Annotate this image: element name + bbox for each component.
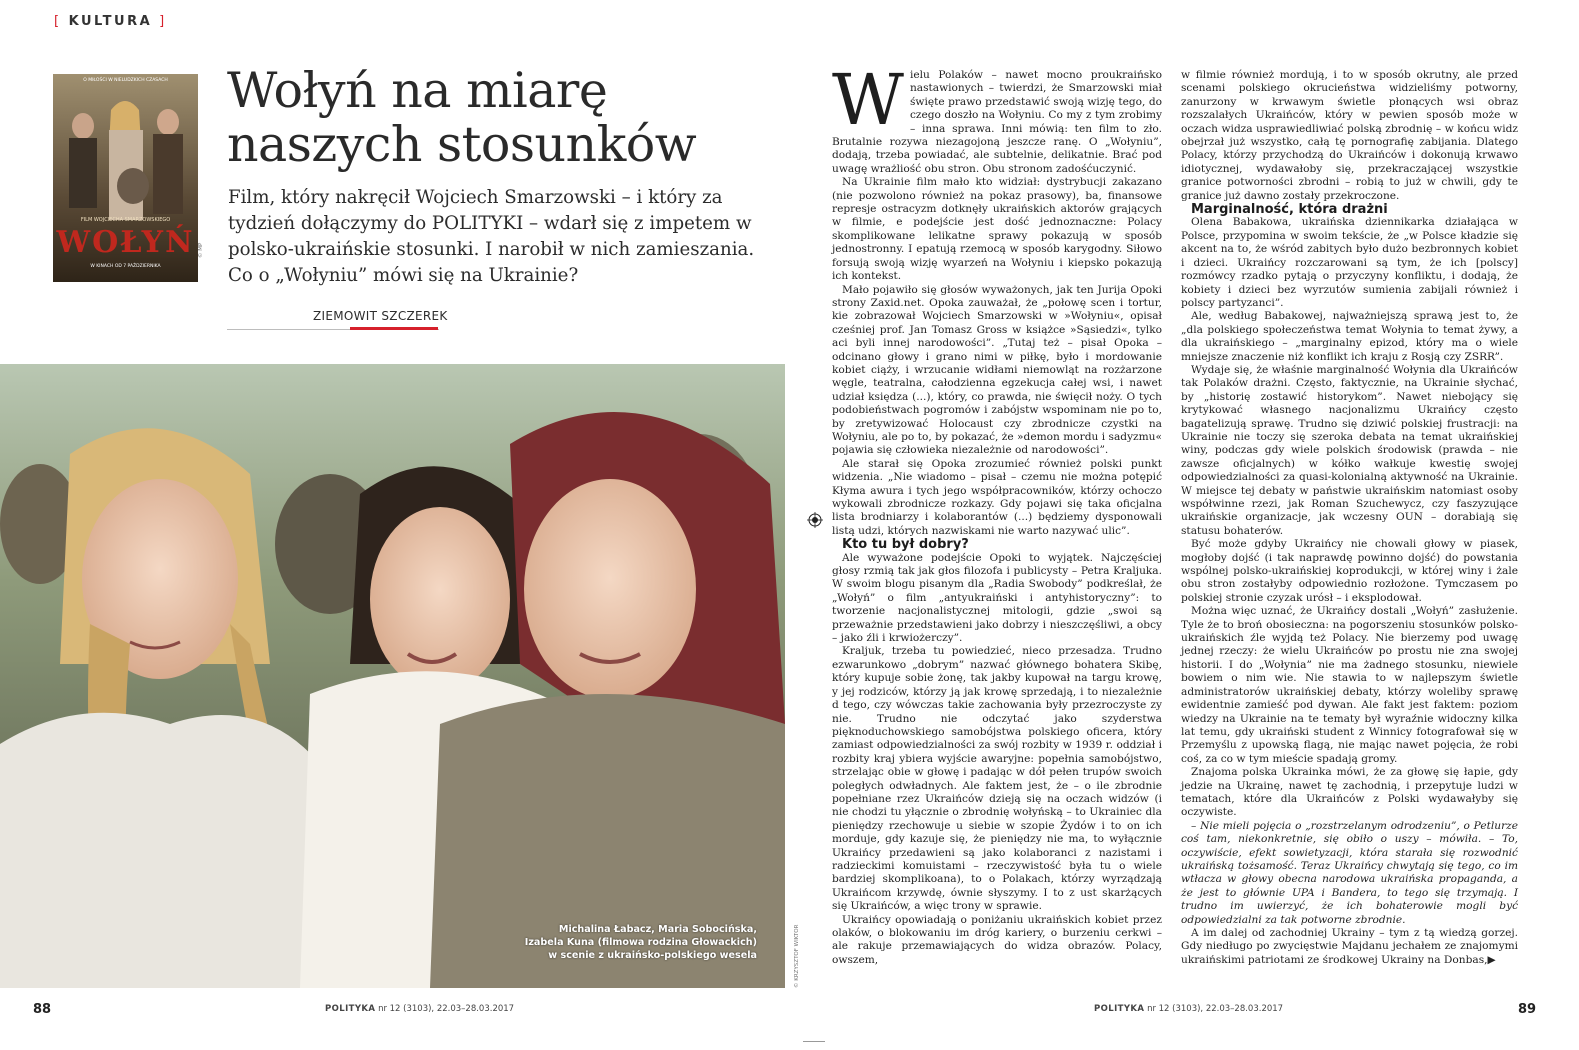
quote-paragraph: – Nie mieli pojęcia o „rozstrzelanym odrodzeniu”, o Petlurze coś tam, niekonkretnie, się obiło o uszy – mówiła. – To, oczywiście, efekt sowietyzacji, która starała się rozwodnić ukraińską tożsamość. Teraz Ukraińcy chwytają się tego, co im wtłacza w głowy obecna narodowa ukraińska propaganda, a że jest to głównie UPA i Bandera, to tego się trzymają. I trudno im uwierzyć, że ich bohaterowie mogli być odpowiedzialni za tak potworne zbrodnie.	[1181, 819, 1518, 926]
main-photo	[0, 364, 785, 988]
footer-issue-right: POLITYKA nr 12 (3103), 22.03–28.03.2017	[1094, 1004, 1284, 1014]
paragraph: Ale starał się Opoka zrozumieć również polski punkt widzenia. „Nie wiadomo – pisał – czemu nie można potępić Kłyma awura i tych jego współpracowników, którzy ochoczo wykowali zbrodnicze rozkazy. Gdy pojawi się taka oficjalna lista brodniarzy i kolaborantów (...) będziemy dysponowali listą udzi, których nazwiskami nie warto nazywać ulic”.	[832, 457, 1162, 537]
poster-credit: © MP	[198, 242, 204, 258]
continue-arrow-icon: ▶	[1487, 953, 1496, 966]
footer-issue-left: POLITYKA nr 12 (3103), 22.03–28.03.2017	[325, 1004, 515, 1014]
page-number-right: 89	[1518, 1002, 1537, 1017]
lead-paragraph: Film, który nakręcił Wojciech Smarzowski – i który za tydzień dołączymy do POLITYKI – wdarł się z impetem w polsko-ukraińskie stosunki. I narobił w nich zamieszania. Co o „Wołyniu” mówi się na Ukrainie?	[228, 187, 755, 286]
paragraph: Mało pojawiło się głosów wyważonych, jak ten Jurija Opoki strony Zaxid.net. Opoka zauważał, że „połowę scen i tortur, kie zobrazował Wojciech Smarzowski w »Wołyniu«, opisał cześniej prof. Jan Tomasz Gross w książce »Sąsiedzi«, tylko aci byli innej narodowości”. „Tutaj też – pisał Opoka – odcinano głowy i grano nimi w piłkę, było i mordowanie kobiet ciąży, i wrzucanie widłami niemowląt na rozżarzone węgle, teatralna, całodzienna egzekucja całej wsi, i nawet udział księdza (...), który, co prawda, nie święcił noży. O tych podobieństwach pogromów i zabójstw wspominam nie po to, by zretywizować Holocaust czy zbrodnicze czystki na Wołyniu, ale po to, by pokazać, że »demon mordu i sadyzmu« pojawia się człowieka niezależnie od narodowości”.	[832, 283, 1162, 457]
section-label: KULTURA	[68, 14, 153, 29]
page-number-left: 88	[33, 1002, 52, 1017]
headline: Wołyń na miarę naszych stosunków	[227, 62, 697, 173]
author-accent-line	[350, 327, 438, 330]
paragraph: Znajoma polska Ukrainka mówi, że za głowę się łapie, gdy jedzie na Ukrainę, nawet tę zachodnią, i przepytuje ludzi w tematach, które dla Ukraińców z Polski wydawałyby się oczywiste.	[1181, 766, 1518, 819]
paragraph: Ukraińcy opowiadają o poniżaniu ukraińskich kobiet przez olaków, o blokowaniu im dróg kariery, o burzeniu cerkwi – ale rakuje przemawiających do widza obrazów. Polacy, owszem,	[832, 913, 1162, 966]
paragraph: A im dalej od zachodniej Ukrainy – tym z tą wiedzą gorzej. Gdy niedługo po zwycięstwie Majdanu jechałem ze znajomymi ukraińskimi patriotami ze środkowej Ukrainy na Donbas,▶	[1181, 927, 1518, 966]
poster-release: W KINACH OD 7 PAŹDZIERNIKA	[90, 264, 161, 269]
registration-mark-icon	[807, 512, 823, 528]
author-byline: ZIEMOWIT SZCZEREK	[313, 309, 448, 323]
dropcap: W	[832, 59, 904, 141]
paragraph: Ale, według Babakowej, najważniejszą sprawą jest to, że „dla polskiego społeczeństwa temat Wołynia to temat żywy, a dla ukraińskiego – „marginalny epizod, który ma o wiele mniejsze znaczenie niż konflikt ich kraju z Rosją czy ZSRR”.	[1181, 310, 1518, 363]
subheading: Kto tu był dobry?	[842, 537, 969, 553]
paragraph: Wielu Polaków – nawet mocno proukraińsko nastawionych – twierdzi, że Smarzowski miał święte prawo przedstawić swoją wizję tego, do czego doszło na Wołyniu. Co my z tym zrobimy – inna sprawa. Inni mówią: ten film to zło. Brutalnie rozywa niezagojoną jeszcze ranę. O „Wołyniu”, dodają, trzeba powiadać, ale subtelnie, delikatnie. Brać pod uwagę wrażliość obu stron. Obu stronom zadośćuczynić.	[832, 59, 1162, 175]
section-tag: [ KULTURA ]	[54, 14, 167, 29]
poster-title: WOŁYŃ	[56, 225, 195, 260]
paragraph: Wydaje się, że właśnie marginalność Wołynia dla Ukraińców tak Polaków drażni. Często, faktycznie, na Ukrainie słychać, by „historię zostawić historykom”. Nawet niebojący się krytykować własnego nacjonalizmu Ukraińcy często bagatelizują sprawę. Trudno się dziwić polskiej frustracji: na Ukrainie nie toczy się szeroka debata na temat ukraińskiej winy, podczas gdy wiele polskich środowisk (prawda – nie zawsze oficjalnych) w kółko wałkuje kwestię swojej odpowiedzialności za quasi-kolonialną aktywność na Ukrainie. W miejsce tej debaty w państwie ukraińskim natomiast osoby współwinne rzezi, jak Roman Szuchewycz, czy faszyzujące ukraińskie organizacje, jak wczesny OUN – dorabiają się statusu bohaterów.	[1181, 363, 1518, 537]
film-poster	[53, 74, 198, 282]
paragraph: Na Ukrainie film mało kto widział: dystrybucji zakazano (nie pozwolono również na pokaz prasowy), ba, finansowe represje ostracyzm dotknęły ukraińskich aktorów grających w filmie, e podejście jest dość jednoznaczne: Polacy skomplikowane lelikatne sprawy pokazują w sposób jednostronny. I epatują rzemocą w sposób karygodny. Siłowo forsują swoją wizję wyarzeń na Wołyniu i kiepsko pokazują ich kontekst.	[832, 176, 1162, 283]
paragraph: Można więc uznać, że Ukraińcy dostali „Wołyń” zasłużenie. Tyle że to broń obosieczna: na pogorszeniu stosunków polsko-ukraińskich źle wyjdą też Polacy. Nie bierzemy pod uwagę jednej rzeczy: że wielu Ukraińców po prostu nie zna swojej historii. I do „Wołynia” nie ma żadnego stosunku, niewiele bowiem o nim wie. Nie stawia to w najlepszym świetle administratorów ukraińskiej debaty, którzy woleliby sprawę ewidentnie zamieść pod dywan. Ale fakt jest faktem: poziom wiedzy na Ukrainie na te tematy był wyraźnie widoczny kilka lat temu, gdy ukraiński student z Winnicy fotografował się w Przemyślu z upowską flagą, nie mając nawet pojęcia, że robi coś, za co w tym mieście spadają gromy.	[1181, 605, 1518, 765]
paragraph: Kraljuk, trzeba tu powiedzieć, nieco przesadza. Trudno ezwarunkowo „dobrym” nazwać głównego bohatera Skibę, który kupuje sobie żonę, tak jakby kupował na targu krowę, y jej rodziców, którzy ją jak krowę sprzedają, i to niezależnie d tego, czy wówczas takie zachowania były przezroczyste zy nie. Trudno nie odczytać jako szyderstwa pięknoduchowskiego samobójstwa polskiego oficera, który zamiast odpowiedzialności za swój rozbity w 1939 r. oddział i rozbity kraj ybiera wyjście awaryjne: popełnia samobójstwo, strzelając obie w głowę i padając w dół pełen trupów swoich poległych odwładnych. Ale faktem jest, że – o ile zbrodnie popełniane rzez Ukraińców dzieją się na oczach widzów (i nie chodzi tu yłącznie o zbrodnię wołyńską – to Ukrainiec dla pieniędzy rzechowuje u siebie w szopie Żydów i to on ich morduje, gdy kazuje się, że pieniędzy nie ma, to wyłącznie Ukraińcy przedawieni są jako kolaboranci z nazistami i radzieckimi komuistami – rzeczywistość była tu o wiele bardziej skomplikoana), to o Polakach, którzy wyrządzają Ukraińcom krzywdę, ównie słyszymy. I to z ust skarżących się Ukraińców, a więc trony w sprawie.	[832, 645, 1162, 913]
poster-tagline: O MIŁOŚCI W NIELUDZKICH CZASACH	[83, 78, 168, 83]
paragraph: Olena Babakowa, ukraińska dziennikarka działająca w Polsce, przypomina w swoim tekście, że „w Polsce kładzie się akcent na to, że wśród zabitych było dużo bezbronnych kobiet i dzieci. Ukraińcy rozczarowani są tym, że ich [polscy] rozmówcy rzadko pytają o przyczyny konfliktu, i dodają, że kobiety i dzieci bez wyrzutów sumienia zabijali również i polscy partyzanci”.	[1181, 216, 1518, 309]
photo-credit: © KRZYSZTOF WIKTOR	[794, 924, 800, 988]
paragraph: Ale wyważone podejście Opoki to wyjątek. Najczęściej głosy rzmią tak jak głos filozofa i publicysty – Petra Kraljuka. W swoim blogu pisanym dla „Radia Swobody” podkreślał, że „Wołyń” o film „antyukraiński i antyhistoryczny”: to tworzenie nacjonalistycznej mitologii, gdzie „swoi są przeważnie przedstawieni jako dobrzy i nieszczęśliwi, a obcy – jako źli i krwiożerczy”.	[832, 551, 1162, 645]
paragraph: w filmie również mordują, i to w sposób okrutny, ale przed scenami polskiego okrucieństwa widzieliśmy potworny, zanurzony w krwawym świetle płonących wsi obraz rozszalałych Ukraińców, który w pewien sposób może w oczach widza usprawiedliwiać polską zbrodnię – w końcu widz obejrzał już wszystko, całą tę pornografię zabijania. Dlatego Polacy, którzy przychodzą do Ukraińców i dokonują krwawo idiotycznej, wydawałoby się, przekraczającej wszystkie granice potworności zbrodni – robią to już w chwili, gdy te granice już dawno zostały przekroczone.	[1181, 69, 1518, 202]
gutter-mark	[803, 1041, 825, 1042]
paragraph: Być może gdyby Ukraińcy nie chowali głowy w piasek, mogłoby dojść (i tak naprawdę powinno dojść) do powstania wspólnej polsko-ukraińskiej koprodukcji, w której winy i żale obu stron zostałyby odpowiednio rozłożone. Tymczasem po polskiej stronie czyzak urósł – i eksplodował.	[1181, 538, 1518, 604]
article-column-2	[1181, 69, 1518, 967]
subheading: Marginalność, która drażni	[1191, 202, 1388, 218]
article-column-1	[832, 59, 1162, 967]
photo-caption: Michalina Łabacz, Maria Sobocińska, Izabela Kuna (filmowa rodzina Głowackich) w scenie z ukraińsko-polskiego wesela	[524, 924, 757, 961]
poster-director: FILM WOJCIECHA SMARZOWSKIEGO	[80, 217, 171, 223]
